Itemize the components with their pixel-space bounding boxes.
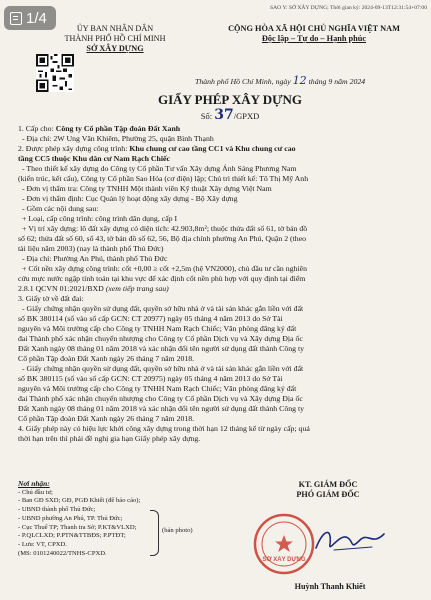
permit-number-suffix: /GPXD [233,111,260,121]
seal-text: SỞ XÂY DỰNG [262,557,306,563]
handwritten-signature-icon [310,520,390,560]
body-line [18,124,426,134]
body-line: - Địa chỉ: 2W Ung Văn Khiêm, Phường 25, quận Bình Thạnh [22,134,214,143]
body-line: đai Thành phố xác nhận chuyển nhượng cho Công ty Cổ phần Dịch vụ và Xây dựng Địa ốc [18,394,303,403]
issuer-line-2: THÀNH PHỐ HỒ CHÍ MINH [64,34,166,43]
body-line: - Đơn vị thẩm định: Cục Quản lý hoạt động xây dựng - Bộ Xây dựng [22,194,238,203]
qr-code [36,54,74,92]
recipient-item: - Lưu: VT, CPXD. [18,540,67,548]
date-month-year: tháng 9 năm 2024 [308,77,366,86]
body-line: thời hạn trên thì phải đề nghị gia hạn Giấy phép xây dựng. [18,434,201,443]
section-1-label: 1. Cấp cho: [18,124,56,133]
permit-body [18,124,426,444]
national-title: CỘNG HÒA XÃ HỘI CHỦ NGHĨA VIỆT NAM [228,24,400,33]
grantee-name: Công ty Cổ phần Tập đoàn Đất Xanh [55,124,181,133]
issuer-line-3: SỞ XÂY DỰNG [86,44,144,53]
recipients-brace [150,510,159,556]
signature-line-1: KT. GIÁM ĐỐC [298,480,358,489]
body-line: tầng CC5 thuộc Khu dân cư Nam Rạch Chiếc [18,154,170,163]
body-line: tài liệu năm 2003) (nay là thành phố Thủ Đức) [18,244,164,253]
recipient-item: (MS: 0101240022/TNHS-CPXD. [18,549,107,557]
date-day: 12 [292,74,307,87]
permit-number-value: 37 [214,107,234,123]
issue-date [195,74,425,87]
document-title: GIẤY PHÉP XÂY DỰNG [157,92,303,107]
body-line: - Gồm các nội dung sau: [22,204,99,213]
body-line: Đất Xanh ngày 08 tháng 01 năm 2018 và xác nhận đổi tên người sử dụng đất thành Công ty [18,344,305,353]
body-line: Đất Xanh ngày 08 tháng 01 năm 2018 và xác nhận đổi tên người sử dụng đất thành Công ty [18,404,305,413]
body-line: số BK 380114 (số vào sổ cấp GCN: CT 20977) ngày 05 tháng 4 năm 2013 do Sở Tài [18,314,283,323]
recipient-item: - Cục Thuế TP; Thanh tra Sở; P.KT&VLXD; [18,523,137,531]
body-line: số 62; thửa đất số 60, số 43, tờ bản đồ số 62, 56, Bộ địa chính phường An Phú, Quận 2 (theo [18,234,307,243]
body-line: nguyên và Môi trường cấp cho Công ty TNHH Nam Rạch Chiếc; Văn phòng đăng ký đất [18,324,297,333]
body-line: 4. Giấy phép này có hiệu lực khởi công xây dựng trong thời hạn 12 tháng kể từ ngày cấp; quá [18,424,310,433]
body-line: - Giấy chứng nhận quyền sử dụng đất, quyền sở hữu nhà ở và tài sản khác gắn liền với đất [22,364,304,373]
signature-line-2: PHÓ GIÁM ĐỐC [296,490,360,499]
recipient-item: - Chủ đầu tư; [18,488,53,496]
continued-note: (xem tiếp trang sau) [105,284,169,293]
body-line: + Cốt nền xây dựng công trình: cốt +0,00 ≥ cốt +2,5m (hệ VN2000), chủ đầu tư cần nghiên [22,264,307,273]
project-name: Khu chung cư cao tầng CC1 và Khu chung cư cao [129,144,296,153]
national-motto: Độc lập – Tự do – Hạnh phúc [261,34,367,43]
section-2-label: 2. Được phép xây dựng công trình: [18,144,130,153]
photocopy-note: (bản photo) [162,527,193,534]
recipient-item: - Ban GĐ SXD; GĐ, PGĐ Khiết (để báo cáo); [18,497,141,505]
body-line: + Loại, cấp công trình: công trình dân dụng, cấp I [22,214,178,223]
body-line: - Đơn vị thẩm tra: Công ty TNHH Một thành viên Kỹ thuật Xây dựng Việt Nam [22,184,272,193]
permit-number-prefix: Số: [200,111,213,121]
body-line: - Giấy chứng nhận quyền sử dụng đất, quyền sở hữu nhà ở và tài sản khác gắn liền với đất [22,304,304,313]
body-line: cứu mực nước ngập tính toán tại khu vực để xác định cốt nền phù hợp với quy định tại điểm [18,274,306,283]
recipients-heading: Nơi nhận: [18,479,50,488]
official-seal-icon [252,512,316,576]
recipient-item: - UBND thành phố Thủ Đức; [18,506,96,514]
body-line [18,284,426,294]
issuer-header [40,24,190,54]
body-line: Cổ phần Tập đoàn Đất Xanh ngày 26 tháng 7 năm 2018. [18,354,195,363]
recipient-item: - UBND phường An Phú, TP. Thủ Đức; [18,514,123,522]
permit-number [180,107,280,123]
document-pages-icon [10,12,22,25]
body-line [18,144,426,154]
body-line: 3. Giấy tờ về đất đai: [18,294,84,303]
body-line: - Theo thiết kế xây dựng do Công ty Cổ phần Tư vấn Xây dựng Ánh Sáng Phương Nam [22,164,297,173]
signer-name: Huỳnh Thanh Khiết [294,582,366,591]
body-line: đai Thành phố xác nhận chuyển nhượng cho Công ty Cổ phần Dịch vụ và Xây dựng Địa ốc [18,334,303,343]
regulation-ref: 2.8.1 QCVN 01:2021/BXD [18,284,106,293]
date-prefix: Thành phố Hồ Chí Minh, ngày [195,77,291,86]
body-line: Cổ phần Tập đoàn Đất Xanh ngày 26 tháng 7 năm 2018. [18,414,195,423]
body-line: - Địa chỉ: Phường An Phú, thành phố Thủ Đức [22,254,168,263]
signature-title [238,480,418,500]
digital-copy-line: SAO Y: SỞ XÂY DỰNG; Thời gian ký: 2024-09-13T12:31:54+07:00 [269,5,427,11]
recipients-list [18,480,223,558]
body-line: nguyên và Môi trường cấp cho Công ty TNHH Nam Rạch Chiếc; Văn phòng đăng ký đất [18,384,297,393]
recipient-item: - P.QLCLXD; P.PTN&TTBĐS; P.PTĐT; [18,532,126,540]
body-line: số BK 380115 (số vào sổ cấp GCN: CT 20975) ngày 05 tháng 4 năm 2013 do Sở Tài [18,374,283,383]
page-counter-text: 1/4 [26,9,47,27]
national-header [208,24,420,44]
body-line: + Vị trí xây dựng: lô đất xây dựng có diện tích: 42.903,8m²; thuộc thửa đất số 61, tờ bản đồ [22,224,308,233]
issuer-line-1: ỦY BAN NHÂN DÂN [76,24,154,33]
body-line: (kiến trúc, kết cấu), Công ty Cổ phần Sao Hỏa (cơ điện) lập; Chủ trì thiết kế: Tô Thị Mỹ Anh [18,174,309,183]
